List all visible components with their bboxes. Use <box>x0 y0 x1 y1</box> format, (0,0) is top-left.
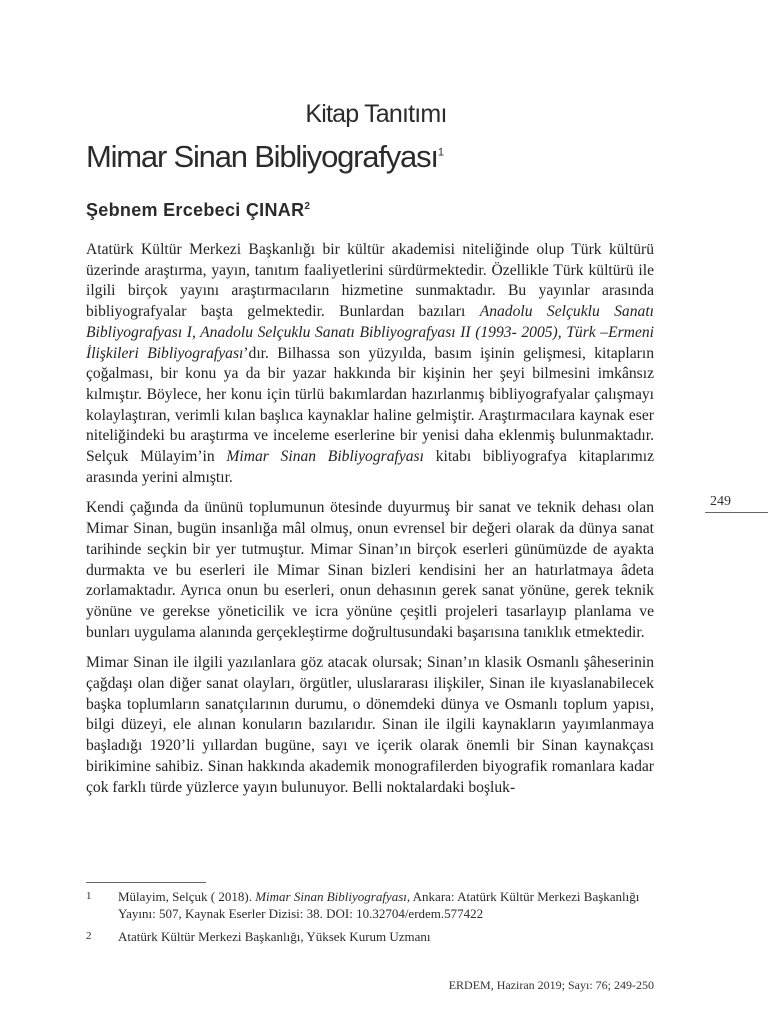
footnote-2-text: Atatürk Kültür Merkezi Başkanlığı, Yüksek Kurum Uzmanı <box>118 929 431 944</box>
journal-citation: ERDEM, Haziran 2019; Sayı: 76; 249-250 <box>448 978 654 992</box>
footnote-2 <box>86 928 654 945</box>
footnote-1 <box>86 888 654 922</box>
paragraph-1-italic-titles: Anadolu Selçuklu Sanatı Bibliyografyası I, Anadolu Selçuklu Sanatı Bibliyografyası II (1993- 2005), Türk –Ermeni İlişkileri Bibliyografyası <box>86 303 654 362</box>
author-footnote-ref[interactable]: 2 <box>304 201 311 212</box>
article-title <box>86 139 444 175</box>
author-name <box>86 200 310 221</box>
footnote-1-italic: Mimar Sinan Bibliyografyası, <box>255 889 411 904</box>
footnote-1-text-a: Mülayim, Selçuk ( 2018). <box>118 889 256 904</box>
article-body <box>86 240 654 808</box>
author-text: Şebnem Ercebeci ÇINAR <box>86 200 305 220</box>
footnote-separator <box>86 882 206 883</box>
page-number-rule <box>705 512 768 513</box>
paragraph-1 <box>86 240 654 488</box>
footnotes <box>86 888 654 951</box>
paragraph-1-text-e: kitabı bibliyografya kitaplarımız arasında yerini almıştır. <box>86 448 654 486</box>
footnote-1-text-c: Ankara: Atatürk Kültür Merkezi Başkanlığı Yayını: 507, Kaynak Eserler Dizisi: 38. DOI: 10.32704/erdem.577422 <box>118 889 640 921</box>
paragraph-1-italic-book: Mimar Sinan Bibliyografyası <box>226 448 424 466</box>
footnote-2-mark: 2 <box>86 930 92 942</box>
title-text: Mimar Sinan Bibliyografyası <box>86 139 438 174</box>
page-number: 249 <box>710 494 731 509</box>
paragraph-3: Mimar Sinan ile ilgili yazılanlara göz atacak olursak; Sinan’ın klasik Osmanlı şâheserinin çağdaşı olan diğer sanat olayları, örgütler, uluslararası ilişkiler, Sinan ile kıyaslanabilecek başka toplumların sanatçılarının durumu, o dönemdeki dünya ve Osmanlı toplum yapısı, bilgi düzeyi, ele alınan konuların bazılarıdır. Sinan ile ilgili kaynakların yayımlanmaya başladığı 1920’li yıllardan bugüne, sayı ve içerik olarak önemli bir Sinan kaynakçası birikimine sahibiz. Sinan hakkında akademik monografilerden biyografik romanlara kadar çok farklı türde yüzlerce yayın bulunuyor. Belli noktalardaki boşluk- <box>86 654 654 796</box>
footnote-1-text <box>118 888 654 922</box>
paragraph-2: Kendi çağında da ününü toplumunun ötesinde duyurmuş bir sanat ve teknik dehası olan Mimar Sinan, bugün insanlığa mâl olmuş, onun evrensel bir değeri olarak da dünya sanat tarihinde seçkin bir yer tutmuştur. Mimar Sinan’ın birçok eserleri günümüzde de ayakta durmakta ve bu eserleri ile Mimar Sinan bizleri kendisini her an hatırlatmaya âdeta zorlamaktadır. Ayrıca onun bu eserleri, onun dehasının gerek sanat yönüne, gerek teknik yönüne ve gerekse yöneticilik ve icra yönüne çeşitli projeleri tasarlayıp planlama ve bunları uygulama alanında gerçekleştirme doğrultusundaki başarısına tanıklık etmektedir. <box>86 499 654 641</box>
title-footnote-ref[interactable]: 1 <box>437 146 444 159</box>
section-kicker: Kitap Tanıtımı <box>305 100 447 128</box>
footnote-1-mark: 1 <box>86 890 92 902</box>
paragraph-1-text-a: Atatürk Kültür Merkezi Başkanlığı bir kültür akademisi niteliğinde olup Türk kültürü üzerinde araştırma, yayın, tanıtım faaliyetlerini sürdürmektedir. Özellikle Türk kültürü ile ilgili birçok yayını araştırmacıların hizmetine sunmaktadır. Bu yayınlar arasında bibliyografyalar başta gelmektedir. Bunlardan bazıları <box>86 241 654 321</box>
paragraph-1-text-c: ’dır. Bilhassa son yüzyılda, basım işinin gelişmesi, kitapların çoğalması, bir konu ya da bir yazar hakkında bir kişinin her şeyi bilmesini imkânsız kılmıştır. Böylece, her konu için türlü bakımlardan hazırlanmış bibliyografyalar çalışmayı kolaylaştıran, verimli kılan başlıca kaynaklar haline gelmiştir. Araştırmacılara kaynak eser niteliğindeki bu araştırma ve inceleme eserlerine bir yenisi daha eklenmiş bulunmaktadır. Selçuk Mülayim’in <box>86 344 655 466</box>
